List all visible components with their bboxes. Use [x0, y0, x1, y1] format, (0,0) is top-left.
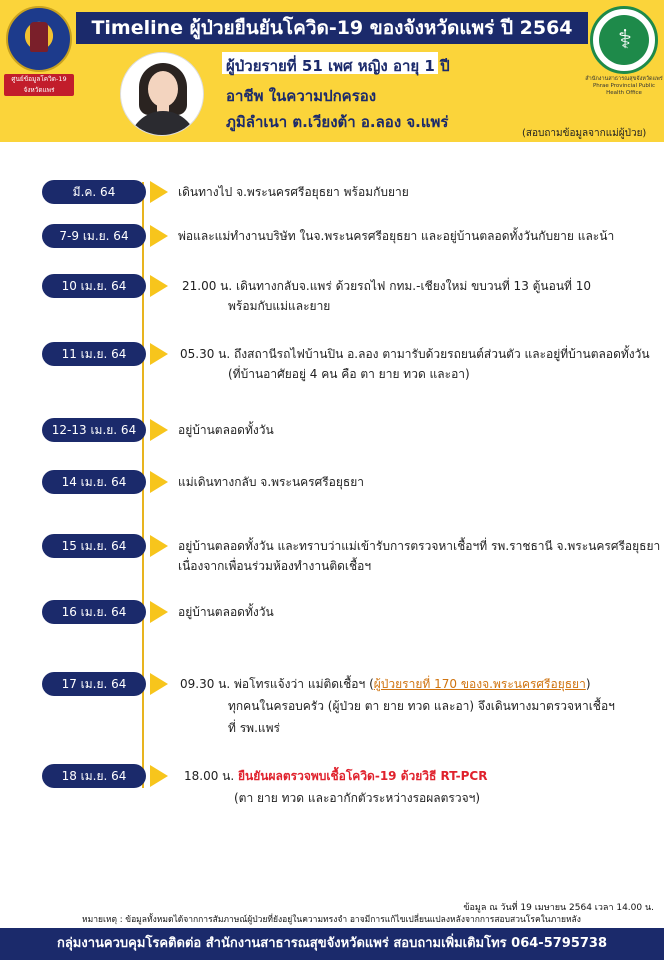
patient-occupation: อาชีพ ในความปกครอง: [226, 87, 377, 105]
event-text: 18.00 น.: [184, 769, 238, 783]
timeline-event-cont: ทุกคนในครอบครัว (ผู้ป่วย ตา ยาย ทวด และอา) จึงเดินทางมาตรวจหาเชื้อฯ: [228, 699, 615, 713]
remark-note: หมายเหตุ : ข้อมูลทั้งหมดได้จากการสัมภาษณ์ผู้ป่วยที่ยังอยู่ในความทรงจำ อาจมีการแก้ไขเปลี่ยนแปลงหลังจากการสอบสวนโรคในภายหลัง: [82, 915, 581, 925]
timeline-event-cont: เนื่องจากเพื่อนร่วมห้องทำงานติดเชื้อฯ: [178, 559, 372, 573]
moph-caption: สำนักงานสาธารณสุขจังหวัดแพร่ Phrae Provincial Public Health Office: [585, 76, 663, 96]
title-bar: [76, 12, 588, 44]
timeline-event: [180, 674, 591, 694]
timeline-event: อยู่บ้านตลอดทั้งวัน: [178, 423, 274, 437]
linked-case-link[interactable]: ผู้ป่วยรายที่ 170 ของจ.พระนครศรีอยุธยา: [373, 677, 586, 691]
arrow-icon: [150, 275, 168, 297]
timeline-date: 15 เม.ย. 64: [42, 534, 146, 558]
source-note: (สอบถามข้อมูลจากแม่ผู้ป่วย): [522, 128, 647, 139]
timeline-date: 12-13 เม.ย. 64: [42, 418, 146, 442]
patient-avatar: [120, 52, 204, 136]
arrow-icon: [150, 471, 168, 493]
timeline-event: อยู่บ้านตลอดทั้งวัน: [178, 605, 274, 619]
timeline-event-cont: (ที่บ้านอาศัยอยู่ 4 คน คือ ตา ยาย ทวด และอา): [228, 367, 470, 381]
arrow-icon: [150, 601, 168, 623]
patient-hometown: ภูมิลำเนา ต.เวียงต้า อ.ลอง จ.แพร่: [226, 113, 449, 131]
arrow-icon: [150, 225, 168, 247]
timeline-event: 21.00 น. เดินทางกลับจ.แพร่ ด้วยรถไฟ กทม.-เชียงใหม่ ขบวนที่ 13 ตู้นอนที่ 10: [182, 279, 592, 293]
timeline-date: 16 เม.ย. 64: [42, 600, 146, 624]
timeline-date: 11 เม.ย. 64: [42, 342, 146, 366]
timeline-event: [184, 766, 487, 786]
covid-center-badge: ศูนย์ข้อมูลโควิด-19 จังหวัดแพร่: [4, 74, 74, 96]
province-emblem-icon: [6, 6, 72, 72]
timeline-date: 17 เม.ย. 64: [42, 672, 146, 696]
timeline-date: 18 เม.ย. 64: [42, 764, 146, 788]
timeline-event: 05.30 น. ถึงสถานีรถไฟบ้านปิน อ.ลอง ตามารับด้วยรถยนต์ส่วนตัว และอยู่ที่บ้านตลอดทั้งวัน: [180, 347, 650, 361]
timeline-event: พ่อและแม่ทำงานบริษัท ในจ.พระนครศรีอยุธยา และอยู่บ้านตลอดทั้งวันกับยาย และน้า: [178, 229, 615, 243]
timeline-date: 7-9 เม.ย. 64: [42, 224, 146, 248]
arrow-icon: [150, 535, 168, 557]
timeline-date: 10 เม.ย. 64: [42, 274, 146, 298]
event-text: ): [585, 677, 591, 691]
arrow-icon: [150, 181, 168, 203]
timeline-date: มี.ค. 64: [42, 180, 146, 204]
timeline-event: เดินทางไป จ.พระนครศรีอยุธยา พร้อมกับยาย: [178, 185, 409, 199]
timeline-date: 14 เม.ย. 64: [42, 470, 146, 494]
arrow-icon: [150, 343, 168, 365]
arrow-icon: [150, 673, 168, 695]
timeline-event-cont: ที่ รพ.แพร่: [228, 721, 280, 735]
contact-bar: กลุ่มงานควบคุมโรคติดต่อ สำนักงานสาธารณสุขจังหวัดแพร่ สอบถามเพิ่มเติมโทร 064-5795738: [0, 928, 664, 960]
data-timestamp: ข้อมูล ณ วันที่ 19 เมษายน 2564 เวลา 14.00 น.: [463, 903, 654, 913]
arrow-icon: [150, 419, 168, 441]
arrow-icon: [150, 765, 168, 787]
timeline-event: อยู่บ้านตลอดทั้งวัน และทราบว่าแม่เข้ารับการตรวจหาเชื้อฯที่ รพ.ราชธานี จ.พระนครศรีอยุธยา: [178, 539, 661, 553]
confirmed-result: ยืนยันผลตรวจพบเชื้อโควิด-19 ด้วยวิธี RT-PCR: [238, 769, 488, 783]
moph-logo-icon: ⚕: [590, 6, 658, 74]
timeline-event-cont: (ตา ยาย ทวด และอากักตัวระหว่างรอผลตรวจฯ): [234, 791, 481, 805]
timeline-event-cont: พร้อมกับแม่และยาย: [228, 299, 331, 313]
page-title: Timeline ผู้ป่วยยืนยันโควิด-19 ของจังหวัดแพร่ ปี 2564: [91, 17, 573, 39]
timeline-event: แม่เดินทางกลับ จ.พระนครศรีอยุธยา: [178, 475, 365, 489]
patient-summary: ผู้ป่วยรายที่ 51 เพศ หญิง อายุ 1 ปี: [226, 57, 450, 75]
event-text: 09.30 น. พ่อโทรแจ้งว่า แม่ติดเชื้อฯ (: [180, 677, 374, 691]
